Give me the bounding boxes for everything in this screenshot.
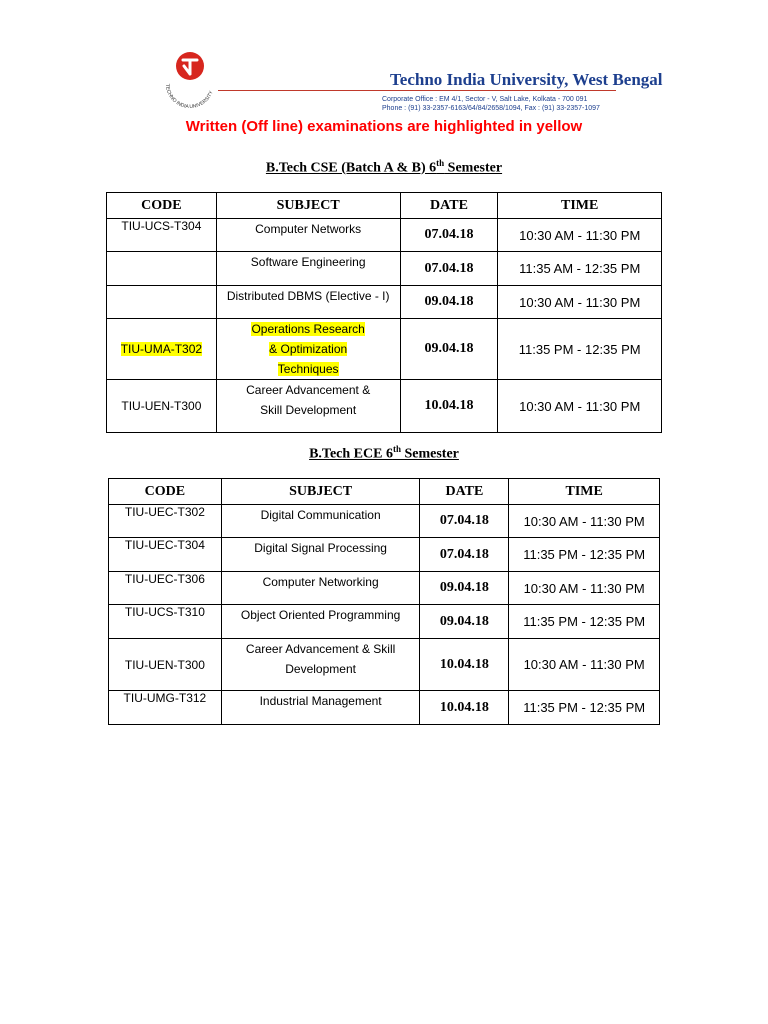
cell-time: 10:30 AM - 11:30 PM xyxy=(498,380,662,433)
cell-subject: Computer Networks xyxy=(216,219,400,252)
highlight-notice: Written (Off line) examinations are highlighted in yellow xyxy=(185,118,583,135)
cell-subject: Digital Signal Processing xyxy=(221,538,420,572)
cell-time: 11:35 PM - 12:35 PM xyxy=(509,691,660,725)
cell-code: TIU-UEN-T300 xyxy=(107,380,217,433)
cell-code: TIU-UMA-T302 xyxy=(107,319,217,380)
table-row xyxy=(109,572,660,605)
table-row xyxy=(109,505,660,538)
cell-code: TIU-UEN-T300 xyxy=(109,639,222,691)
cell-time: 11:35 AM - 12:35 PM xyxy=(498,252,662,286)
column-header-time: TIME xyxy=(498,193,662,219)
schedule-table-cse xyxy=(106,192,662,433)
column-header-date: DATE xyxy=(400,193,498,219)
cell-time: 10:30 AM - 11:30 PM xyxy=(498,286,662,319)
table-row xyxy=(107,286,662,319)
cell-code: TIU-UEC-T306 xyxy=(109,572,222,605)
logo-text: TECHNO INDIA UNIVERSITY xyxy=(163,83,215,108)
cell-subject: Career Advancement & Skill Development xyxy=(216,380,400,433)
table-row xyxy=(107,380,662,433)
column-header-time: TIME xyxy=(509,479,660,505)
cell-time: 11:35 PM - 12:35 PM xyxy=(498,319,662,380)
cell-time: 11:35 PM - 12:35 PM xyxy=(509,605,660,639)
office-address: Corporate Office : EM 4/1, Sector - V, Salt Lake, Kolkata - 700 091 xyxy=(382,96,588,103)
table-header-row xyxy=(107,193,662,219)
cell-time: 10:30 AM - 11:30 PM xyxy=(509,639,660,691)
cell-subject: Career Advancement & Skill Development xyxy=(221,639,420,691)
cell-date: 07.04.18 xyxy=(420,538,509,572)
cell-code xyxy=(107,286,217,319)
cell-date: 10.04.18 xyxy=(420,691,509,725)
cell-code: TIU-UCS-T304 xyxy=(107,219,217,252)
cell-date: 09.04.18 xyxy=(420,572,509,605)
section-title-ece: B.Tech ECE 6th Semester xyxy=(309,444,459,462)
cell-date: 07.04.18 xyxy=(400,252,498,286)
cell-code: TIU-UEC-T302 xyxy=(109,505,222,538)
cell-date: 10.04.18 xyxy=(420,639,509,691)
table-row xyxy=(107,219,662,252)
cell-time: 10:30 AM - 11:30 PM xyxy=(509,572,660,605)
schedule-table-ece xyxy=(108,478,660,725)
svg-text:TECHNO INDIA UNIVERSITY xyxy=(164,84,215,108)
university-logo xyxy=(158,44,222,108)
section-title-cse: B.Tech CSE (Batch A & B) 6th Semester xyxy=(265,158,503,176)
column-header-code: CODE xyxy=(109,479,222,505)
cell-subject: Software Engineering xyxy=(216,252,400,286)
cell-time: 10:30 AM - 11:30 PM xyxy=(509,505,660,538)
cell-subject: Object Oriented Programming xyxy=(221,605,420,639)
column-header-subject: SUBJECT xyxy=(216,193,400,219)
table-row xyxy=(109,639,660,691)
cell-date: 09.04.18 xyxy=(420,605,509,639)
cell-date: 10.04.18 xyxy=(400,380,498,433)
table-row xyxy=(109,605,660,639)
table-row xyxy=(109,538,660,572)
cell-date: 09.04.18 xyxy=(400,286,498,319)
cell-date: 09.04.18 xyxy=(400,319,498,380)
cell-code xyxy=(107,252,217,286)
cell-date: 07.04.18 xyxy=(420,505,509,538)
cell-time: 11:35 PM - 12:35 PM xyxy=(509,538,660,572)
header-divider xyxy=(218,90,616,91)
column-header-subject: SUBJECT xyxy=(221,479,420,505)
table-row xyxy=(107,252,662,286)
cell-subject: Operations Research & Optimization Techniques xyxy=(216,319,400,380)
cell-subject: Computer Networking xyxy=(221,572,420,605)
cell-subject: Digital Communication xyxy=(221,505,420,538)
column-header-date: DATE xyxy=(420,479,509,505)
office-contact: Phone : (91) 33-2357-6163/64/84/2658/1094, Fax : (91) 33-2357-1097 xyxy=(382,105,600,112)
cell-code: TIU-UCS-T310 xyxy=(109,605,222,639)
table-row-highlighted xyxy=(107,319,662,380)
table-header-row xyxy=(109,479,660,505)
cell-subject: Industrial Management xyxy=(221,691,420,725)
table-row xyxy=(109,691,660,725)
cell-code: TIU-UMG-T312 xyxy=(109,691,222,725)
cell-time: 10:30 AM - 11:30 PM xyxy=(498,219,662,252)
cell-subject: Distributed DBMS (Elective - I) xyxy=(216,286,400,319)
column-header-code: CODE xyxy=(107,193,217,219)
university-name: Techno India University, West Bengal xyxy=(390,70,663,89)
cell-code: TIU-UEC-T304 xyxy=(109,538,222,572)
cell-date: 07.04.18 xyxy=(400,219,498,252)
